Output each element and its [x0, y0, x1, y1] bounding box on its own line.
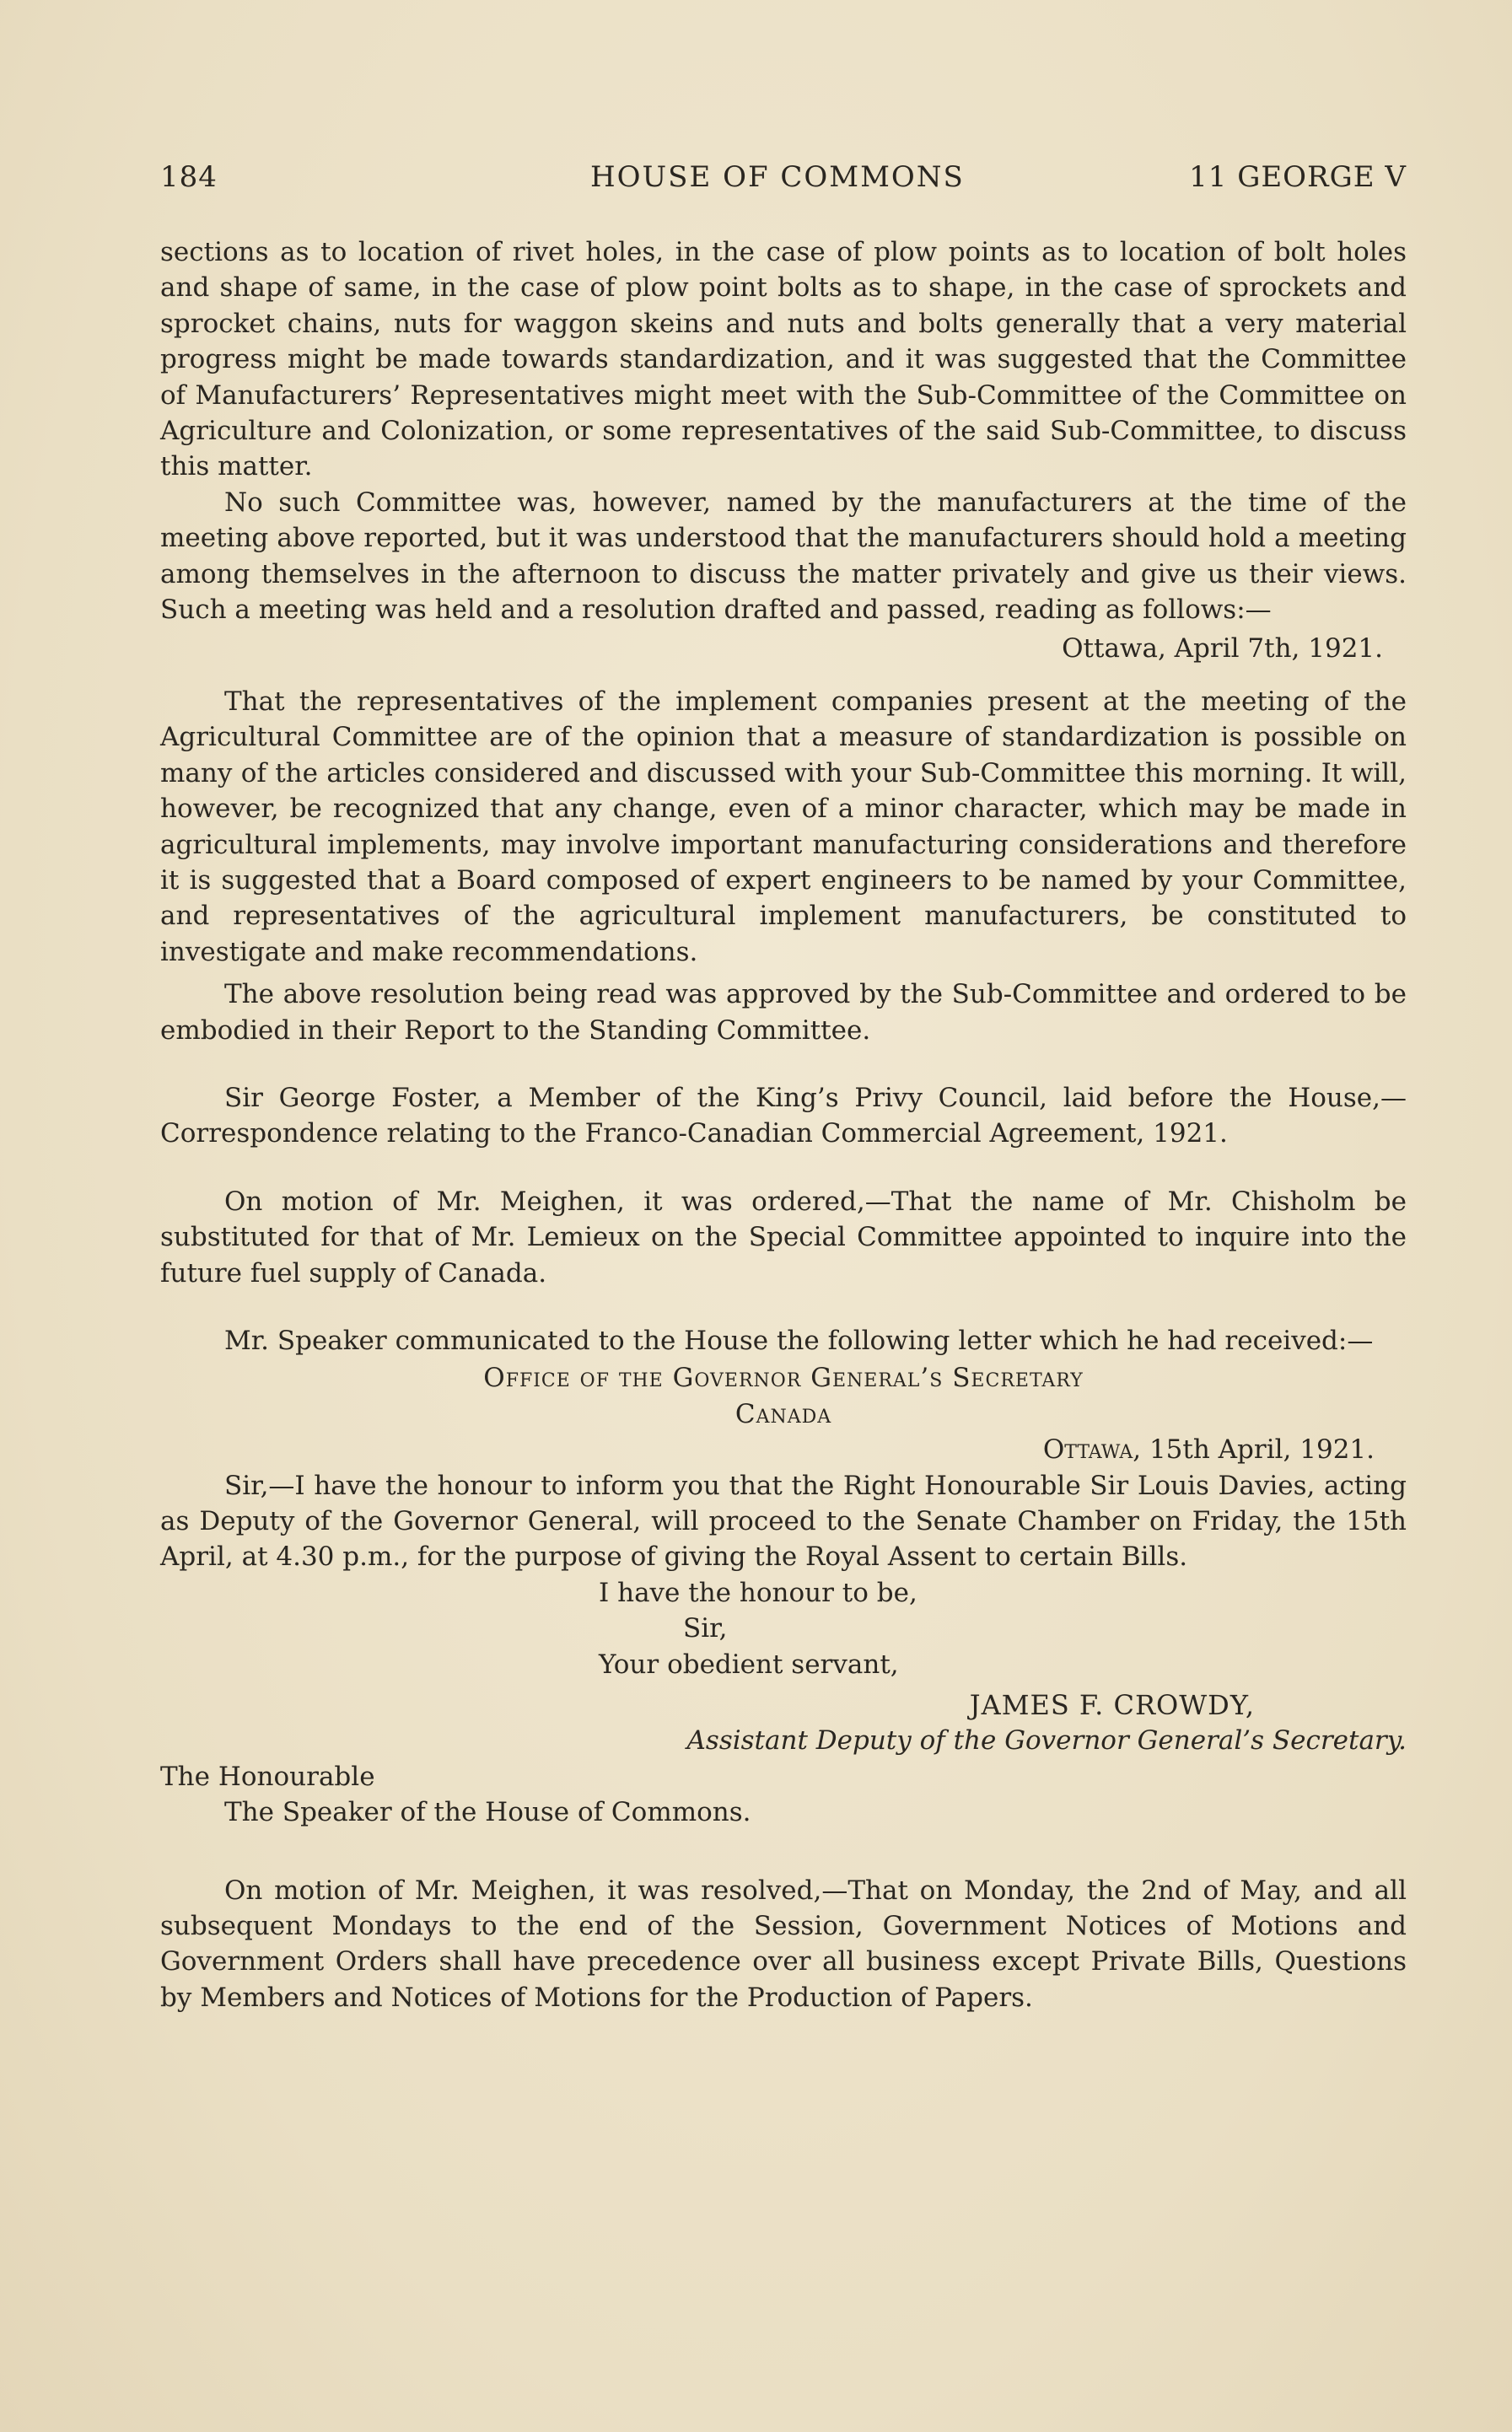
- running-head-reign: 11 GEORGE V: [1189, 160, 1407, 194]
- resolution-date: Ottawa, April 7th, 1921.: [1062, 633, 1383, 664]
- page-number: 184: [160, 160, 218, 194]
- page-title: HOUSE OF COMMONS: [590, 160, 965, 194]
- letter-country: Canada: [734, 1398, 832, 1429]
- page-body: [160, 234, 1407, 2015]
- paragraph: Mr. Speaker communicated to the House the following letter which he had received:—: [224, 1325, 1374, 1356]
- paragraph: sections as to location of rivet holes, in the case of plow points as to location of bolt holes and shape of same, in the case of plow point bolts as to shape, in the case of sprockets and sprocket chains, nuts for waggon skeins and nuts and bolts generally that a very material progress might be made towards standardization, and it was suggested that the Committee of Manufacturers’ Representatives might meet with the Sub-Committee of the Committee on Agriculture and Colonization, or some representatives of the said Sub-Committee, to discuss this matter.: [160, 237, 1407, 482]
- letter-office: Office of the Governor General’s Secretary: [483, 1363, 1084, 1394]
- signature-title: Assistant Deputy of the Governor General’s Secretary.: [686, 1725, 1407, 1757]
- paragraph-final: On motion of Mr. Meighen, it was resolved,—That on Monday, the 2nd of May, and all subsequent Mondays to the end of the Session, Government Notices of Motions and Government Orders shall have precedence over all business except Private Bills, Questions by Members and Notices of Motions for the Production of Papers.: [160, 1875, 1407, 2013]
- resolution-text: That the representatives of the implement companies present at the meeting of the Agricultural Committee are of the opinion that a measure of standardization is possible on many of the articles considered and discussed with your Sub-Committee this morning. It will, however, be recognized that any change, even of a minor character, which may be made in agricultural implements, may involve important manufacturing considerations and therefore it is suggested that a Board composed of expert engineers to be named by your Committee, and representatives of the agricultural implement manufacturers, be constituted to investigate and make recommendations.: [160, 686, 1407, 967]
- letter-dateline: [160, 1432, 1407, 1467]
- letter-body: Sir,—I have the honour to inform you that the Right Honourable Sir Louis Davies, acting as Deputy of the Governor General, will proceed to the Senate Chamber on Friday, the 15th April, at 4.30 p.m., for the purpose of giving the Royal Assent to certain Bills.: [160, 1470, 1407, 1573]
- signature-name: JAMES F. CROWDY,: [969, 1689, 1255, 1722]
- letter-closing: I have the honour to be,: [599, 1577, 917, 1608]
- paragraph: On motion of Mr. Meighen, it was ordered,—That the name of Mr. Chisholm be substituted for that of Mr. Lemieux on the Special Committee appointed to inquire into the future fuel supply of Canada.: [160, 1186, 1407, 1289]
- paragraph: The above resolution being read was approved by the Sub-Committee and ordered to be embodied in their Report to the Standing Committee.: [160, 979, 1407, 1046]
- paragraph: No such Committee was, however, named by the manufacturers at the time of the meeting above reported, but it was understood that the manufacturers should hold a meeting among themselves in the afternoon to discuss the matter privately and give us their views. Such a meeting was held and a resolution drafted and passed, reading as follows:—: [160, 487, 1407, 626]
- page-header: [160, 152, 1407, 202]
- letter-place: Ottawa,: [1042, 1434, 1142, 1466]
- letter-salutation: Sir,: [683, 1613, 728, 1644]
- addressee-line: The Speaker of the House of Commons.: [224, 1797, 751, 1828]
- paragraph: Sir George Foster, a Member of the King’s Privy Council, laid before the House,—Correspondence relating to the Franco-Canadian Commercial Agreement, 1921.: [160, 1082, 1407, 1149]
- addressee-line: The Honourable: [160, 1761, 375, 1792]
- letter-closing-servant: Your obedient servant,: [599, 1649, 899, 1680]
- letter-date: 15th April, 1921.: [1149, 1434, 1375, 1466]
